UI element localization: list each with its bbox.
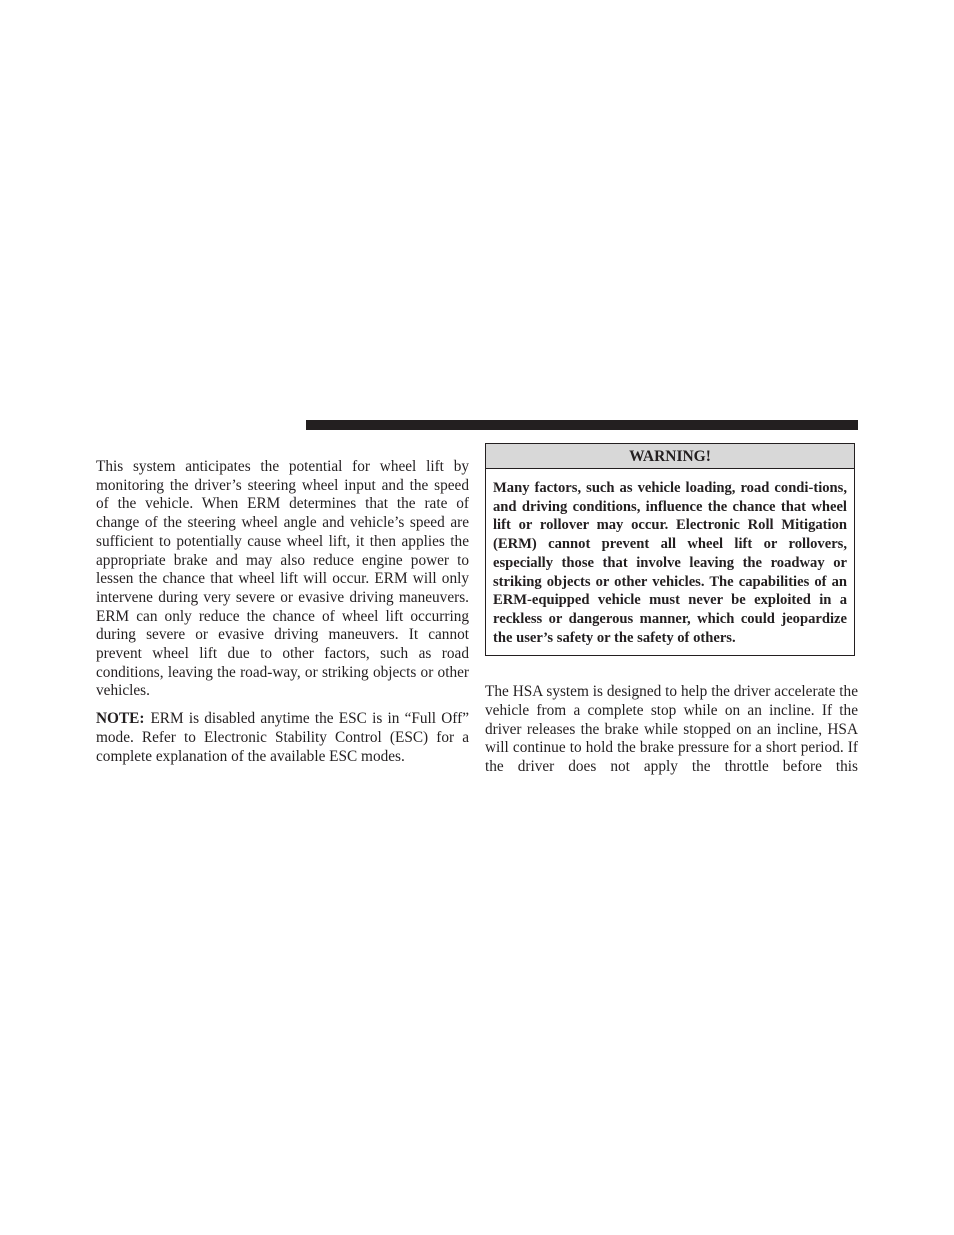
hsa-description-paragraph: The HSA system is designed to help the driver accelerate the vehicle from a complete stop while on an incline. If the driver releases the brake while stopped on an incline, HSA will continue to hold the brake pressure for a short period. If the driver does not apply the throttle before this [485,683,858,776]
section-header-bar [306,420,858,430]
warning-title: WARNING! [486,444,854,469]
right-column [485,443,858,777]
note-text: ERM is disabled anytime the ESC is in “Full Off” mode. Refer to Electronic Stability Control (ESC) for a complete explanation of the available ESC modes. [96,710,469,765]
left-column [96,458,469,766]
warning-text: Many factors, such as vehicle loading, road condi-tions, and driving conditions, influence the chance that wheel lift or rollover may occur. Electronic Roll Mitigation (ERM) cannot prevent all wheel lift or rollovers, especially those that involve leaving the roadway or striking objects or other vehicles. The capabilities of an ERM-equipped vehicle must never be exploited in a reckless or dangerous manner, which could jeopardize the user’s safety or the safety of others. [493,480,847,646]
note-label: NOTE: [96,710,145,728]
erm-description-paragraph: This system anticipates the potential for wheel lift by monitoring the driver’s steering wheel input and the speed of the vehicle. When ERM determines that the rate of change of the steering wheel angle and vehicle’s speed are sufficient to potentially cause wheel lift, it then applies the appropriate brake and may also reduce engine power to lessen the chance that wheel lift will occur. ERM will only intervene during very severe or evasive driving maneuvers. ERM can only reduce the chance of wheel lift occurring during severe or evasive driving maneuvers. It cannot prevent wheel lift due to other factors, such as road conditions, leaving the road-way, or striking objects or other vehicles. [96,458,469,700]
erm-note-paragraph [96,710,469,766]
warning-box [485,443,855,656]
